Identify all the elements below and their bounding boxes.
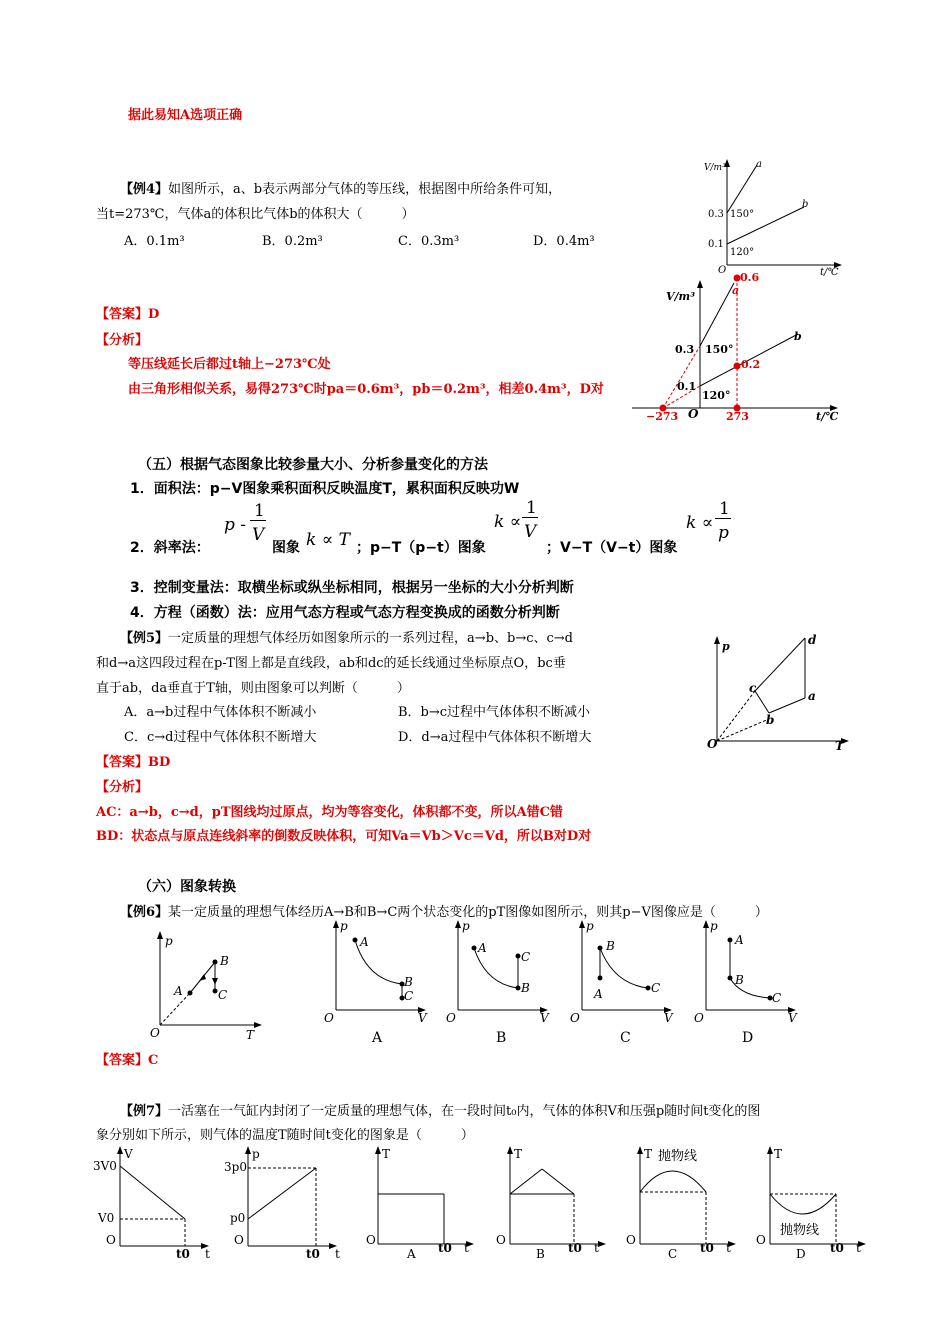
ex7-v-t0: t0: [176, 1247, 190, 1261]
ex7-c-t: t: [726, 1241, 731, 1255]
ex6-pt-a: A: [174, 984, 183, 998]
fig2-ang1: 150°: [705, 343, 734, 356]
fig2-v1: 0.3: [675, 343, 695, 356]
fig1-v2: 0.1: [708, 239, 724, 250]
ex4-figure-2: [628, 268, 843, 423]
ex7-p-t0: t0: [306, 1247, 320, 1261]
ex5-opt-c: C．c→d过程中气体体积不断增大: [124, 730, 317, 745]
ex5-fig-o: O: [707, 737, 718, 751]
fig2-v2: 0.1: [677, 380, 697, 393]
ex6-answer: 【答案】C: [96, 1053, 159, 1068]
ex6-tag: 【例6】: [120, 905, 169, 920]
svg-text:O: O: [446, 1011, 456, 1025]
ex5-answer: 【答案】BD: [96, 755, 171, 770]
ex6-option-c-graph: [568, 918, 678, 1048]
fig2-top: 0.6: [740, 271, 760, 284]
ex5-opt-a: A．a→b过程中气体体积不断减小: [124, 705, 317, 720]
ex5-fig-b: b: [766, 713, 775, 727]
ex4-analysis-1: 等压线延长后都过t轴上−273℃处: [128, 357, 331, 372]
ex7-a-T: T: [382, 1147, 391, 1161]
svg-text:O: O: [324, 1011, 334, 1025]
svg-text:O: O: [694, 1011, 704, 1025]
ex7-c-parabola: 抛物线: [658, 1149, 698, 1164]
ex5-analysis-1: AC：a→b，c→d，pT图线均过原点，均为等容变化，体积都不变，所以A错C错: [96, 805, 563, 820]
ex7-d-t: t: [856, 1241, 861, 1255]
sec5-method-2-b: ；p−T（p−t）图象: [356, 540, 486, 556]
ex4-analysis-label: 【分析】: [96, 333, 149, 348]
fig1-origin: O: [718, 265, 727, 276]
fig2-pos: 273: [726, 410, 749, 423]
ex5-q3: 直于ab，da垂直于T轴，则由图象可以判断（ ）: [96, 681, 410, 696]
ex5-fig-a: a: [808, 689, 816, 703]
ex6-pt-graph: [148, 925, 268, 1045]
svg-text:p: p: [340, 919, 348, 933]
intro-line: 据此易知A选项正确: [128, 108, 243, 123]
ex5-analysis-2: BD：状态点与原点连线斜率的倒数反映体积，可知Va＝Vb＞Vc＝Vd，所以B对D对: [96, 829, 592, 844]
ex7-v-o: O: [106, 1233, 116, 1247]
svg-text:A: A: [360, 935, 369, 949]
ex5-analysis-label: 【分析】: [96, 780, 149, 795]
sec5-title: （五）根据气态图象比较参量大小、分析参量变化的方法: [138, 457, 488, 473]
fig1-ang1: 150°: [730, 209, 755, 220]
ex7-v-top: 3V0: [93, 1159, 117, 1173]
ex5-fig-d: d: [808, 633, 817, 647]
ex6-option-b-graph: [444, 918, 554, 1048]
sec5-method-2-a: 图象: [272, 540, 300, 556]
ex6-pt-o: O: [150, 1026, 160, 1040]
ex7-a-o: O: [366, 1233, 376, 1247]
svg-text:C: C: [521, 950, 531, 964]
fig1-ylabel: V/m³: [704, 163, 726, 173]
ex4-analysis-2: 由三角形相似关系，易得273℃时pa＝0.6m³，pb＝0.2m³，相差0.4m³，D对: [128, 382, 604, 397]
ex7-d-T: T: [774, 1147, 783, 1161]
ex7-label-d: D: [796, 1247, 806, 1261]
ex7-d-t0: t0: [830, 1241, 844, 1255]
ex4-q1: 如图所示，a、b表示两部分气体的等压线，根据图中所给条件可知，: [168, 182, 562, 197]
ex6-label-b: B: [496, 1030, 507, 1046]
ex7-a-t0: t0: [438, 1241, 452, 1255]
ex7-c-T: T: [644, 1147, 653, 1161]
ex6-option-a-graph: [322, 918, 432, 1048]
ex5-opt-b: B．b→c过程中气体体积不断减小: [398, 705, 591, 720]
svg-text:A: A: [594, 987, 603, 1001]
ex7-p-bot: p0: [230, 1211, 246, 1225]
ex7-p-o: O: [234, 1233, 244, 1247]
ex4-opt-c: C．0.3m³: [398, 234, 460, 249]
ex7-v-ylabel: V: [124, 1147, 133, 1161]
fig2-ang2: 120°: [702, 389, 731, 402]
ex6-pt-t: T: [246, 1028, 255, 1042]
ex4-opt-a: A．0.1m³: [124, 234, 185, 249]
sec6-title: （六）图象转换: [138, 879, 236, 895]
svg-text:O: O: [570, 1011, 580, 1025]
ex7-a-t: t: [464, 1241, 469, 1255]
svg-text:V: V: [788, 1011, 797, 1025]
ex6-option-d-graph: [692, 918, 802, 1048]
ex7-tag: 【例7】: [120, 1104, 169, 1119]
ex7-b-T: T: [514, 1147, 523, 1161]
ex7-label-b: B: [536, 1247, 545, 1261]
ex5-tag: 【例5】: [120, 631, 169, 646]
fig2-label-a: a: [732, 284, 740, 297]
sec5-method-4: 4．方程（函数）法：应用气态方程或气态方程变换成的函数分析判断: [130, 605, 560, 621]
svg-text:B: B: [606, 939, 615, 953]
ex7-d-parabola: 抛物线: [780, 1223, 820, 1238]
ex7-option-b-graph: [492, 1144, 612, 1262]
ex5-fig-p: p: [722, 640, 730, 653]
fig2-ylabel: V/m³: [666, 290, 696, 303]
svg-text:C: C: [404, 989, 414, 1003]
svg-text:C: C: [651, 981, 661, 995]
ex4-answer: 【答案】D: [96, 307, 160, 322]
svg-text:A: A: [735, 933, 744, 947]
fig2-xlabel: t/℃: [816, 410, 839, 423]
ex4-tag: 【例4】: [120, 182, 169, 197]
svg-text:p: p: [710, 919, 718, 933]
ex7-option-d-graph: [752, 1144, 872, 1262]
fig1-v1: 0.3: [708, 209, 724, 220]
ex6-pt-c: C: [218, 988, 228, 1002]
ex7-d-o: O: [756, 1233, 766, 1247]
ex5-fig-c: c: [749, 681, 757, 695]
ex5-line1: [120, 627, 573, 646]
ex7-p-top: 3p0: [224, 1160, 247, 1174]
ex7-option-c-graph: [622, 1140, 742, 1262]
fig2-neg: −273: [646, 410, 679, 423]
ex7-v-t: t: [205, 1247, 210, 1261]
ex7-p-t: t: [335, 1247, 340, 1261]
svg-text:A: A: [478, 941, 487, 955]
sec5-method-1: 1．面积法：p−V图象乘积面积反映温度T，累积面积反映功W: [130, 481, 520, 497]
ex7-label-c: C: [668, 1247, 678, 1261]
ex7-v-graph: [90, 1144, 215, 1259]
fig2-origin: O: [688, 407, 699, 421]
fig1-label-b: b: [802, 199, 809, 210]
ex5-q1: 一定质量的理想气体经历如图象所示的一系列过程，a→b、b→c、c→d: [168, 631, 574, 646]
svg-text:p: p: [586, 919, 594, 933]
svg-text:B: B: [521, 981, 530, 995]
ex4-question-line1: [120, 178, 561, 197]
ex6-pt-p: p: [165, 934, 173, 948]
svg-text:C: C: [772, 991, 782, 1005]
fig1-label-a: a: [756, 159, 762, 170]
sec5-method-3: 3．控制变量法：取横坐标或纵坐标相同，根据另一坐标的大小分析判断: [130, 580, 574, 596]
svg-text:V: V: [418, 1011, 427, 1025]
fig2-mid: 0.2: [741, 358, 761, 371]
fig1-ang2: 120°: [730, 247, 755, 258]
ex4-opt-d: D．0.4m³: [533, 234, 595, 249]
ex7-b-t: t: [594, 1241, 599, 1255]
ex6-label-d: D: [742, 1030, 754, 1046]
svg-text:V: V: [664, 1011, 673, 1025]
fig1-xlabel: t/℃: [820, 267, 839, 278]
ex7-label-a: A: [407, 1247, 416, 1261]
ex7-c-o: O: [626, 1233, 636, 1247]
ex7-c-t0: t0: [700, 1241, 714, 1255]
ex6-label-c: C: [620, 1030, 631, 1046]
ex5-fig-t: T: [835, 739, 844, 753]
svg-text:B: B: [735, 973, 744, 987]
ex4-q2: 当t=273℃，气体a的体积比气体b的体积大（ ）: [96, 207, 415, 222]
ex5-opt-d: D．d→a过程中气体体积不断增大: [398, 730, 592, 745]
ex5-q2: 和d→a这四段过程在p-T图上都是直线段，ab和dc的延长线通过坐标原点O，bc垂: [96, 656, 566, 671]
fig2-label-b: b: [794, 330, 802, 343]
sec5-method-2-prefix: 2．斜率法：: [130, 540, 210, 556]
ex6-question: 某一定质量的理想气体经历A→B和B→C两个状态变化的pT图像如图所示，则其p−V图像应是（ ）: [168, 905, 768, 920]
ex7-v-bot: V0: [98, 1211, 115, 1225]
ex6-pt-b: B: [220, 954, 229, 968]
ex7-line1: [120, 1100, 760, 1119]
ex7-b-o: O: [496, 1233, 506, 1247]
svg-text:p: p: [462, 919, 470, 933]
svg-text:V: V: [540, 1011, 549, 1025]
ex7-b-t0: t0: [568, 1241, 582, 1255]
ex7-option-a-graph: [360, 1144, 480, 1262]
ex6-label-a: A: [372, 1030, 383, 1046]
formula-k-prop-t: k ∝ T: [306, 530, 350, 550]
ex7-p-ylabel: p: [252, 1147, 260, 1161]
ex5-figure: [705, 628, 850, 753]
ex7-q2: 象分别如下所示，则气体的温度T随时间t变化的图象是（ ）: [96, 1128, 474, 1143]
ex4-opt-b: B．0.2m³: [262, 234, 323, 249]
ex7-q1: 一活塞在一气缸内封闭了一定质量的理想气体，在一段时间t₀内，气体的体积V和压强p随时间t变化的图: [168, 1104, 761, 1119]
sec5-method-2-c: ；V−T（V−t）图象: [546, 540, 678, 556]
ex7-p-graph: [222, 1144, 347, 1259]
svg-text:B: B: [404, 975, 413, 989]
